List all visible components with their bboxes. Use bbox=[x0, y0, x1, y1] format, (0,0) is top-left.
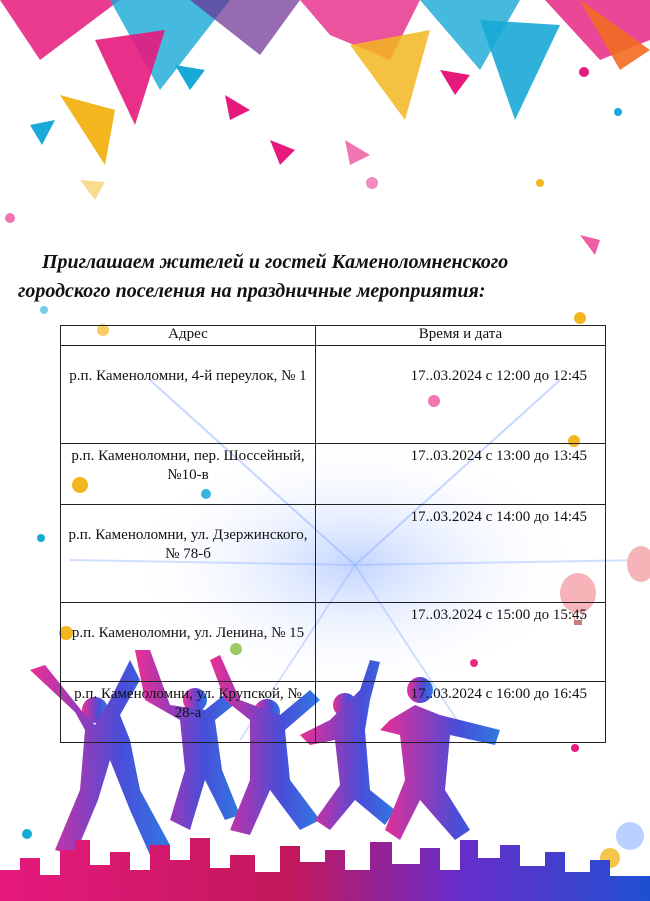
table-row bbox=[61, 444, 606, 505]
address-cell: р.п. Каменоломни, пер. Шоссейный, №10-в bbox=[61, 444, 316, 505]
datetime-cell: 17..03.2024 с 14:00 до 14:45 bbox=[316, 505, 606, 603]
table-header-row bbox=[61, 326, 606, 346]
invitation-heading bbox=[18, 248, 618, 306]
city-skyline bbox=[0, 838, 650, 901]
table-row bbox=[61, 682, 606, 743]
address-cell: р.п. Каменоломни, 4-й переулок, № 1 bbox=[61, 346, 316, 444]
datetime-cell: 17..03.2024 с 16:00 до 16:45 bbox=[316, 682, 606, 743]
confetti-triangles bbox=[0, 0, 650, 255]
column-header-address: Адрес bbox=[61, 326, 316, 346]
table-row bbox=[61, 346, 606, 444]
address-cell: р.п. Каменоломни, ул. Дзержинского, № 78-б bbox=[61, 505, 316, 603]
datetime-cell: 17..03.2024 с 12:00 до 12:45 bbox=[316, 346, 606, 444]
table-row bbox=[61, 603, 606, 682]
events-table bbox=[60, 325, 606, 743]
datetime-cell: 17..03.2024 с 15:00 до 15:45 bbox=[316, 603, 606, 682]
table-row bbox=[61, 505, 606, 603]
address-cell: р.п. Каменоломни, ул. Крупской, № 28-а bbox=[61, 682, 316, 743]
address-cell: р.п. Каменоломни, ул. Ленина, № 15 bbox=[61, 603, 316, 682]
column-header-datetime: Время и дата bbox=[316, 326, 606, 346]
heading-line-2: городского поселения на праздничные мероприятия: bbox=[18, 280, 486, 302]
heading-line-1: Приглашаем жителей и гостей Каменоломненского bbox=[42, 251, 509, 273]
datetime-cell: 17..03.2024 с 13:00 до 13:45 bbox=[316, 444, 606, 505]
